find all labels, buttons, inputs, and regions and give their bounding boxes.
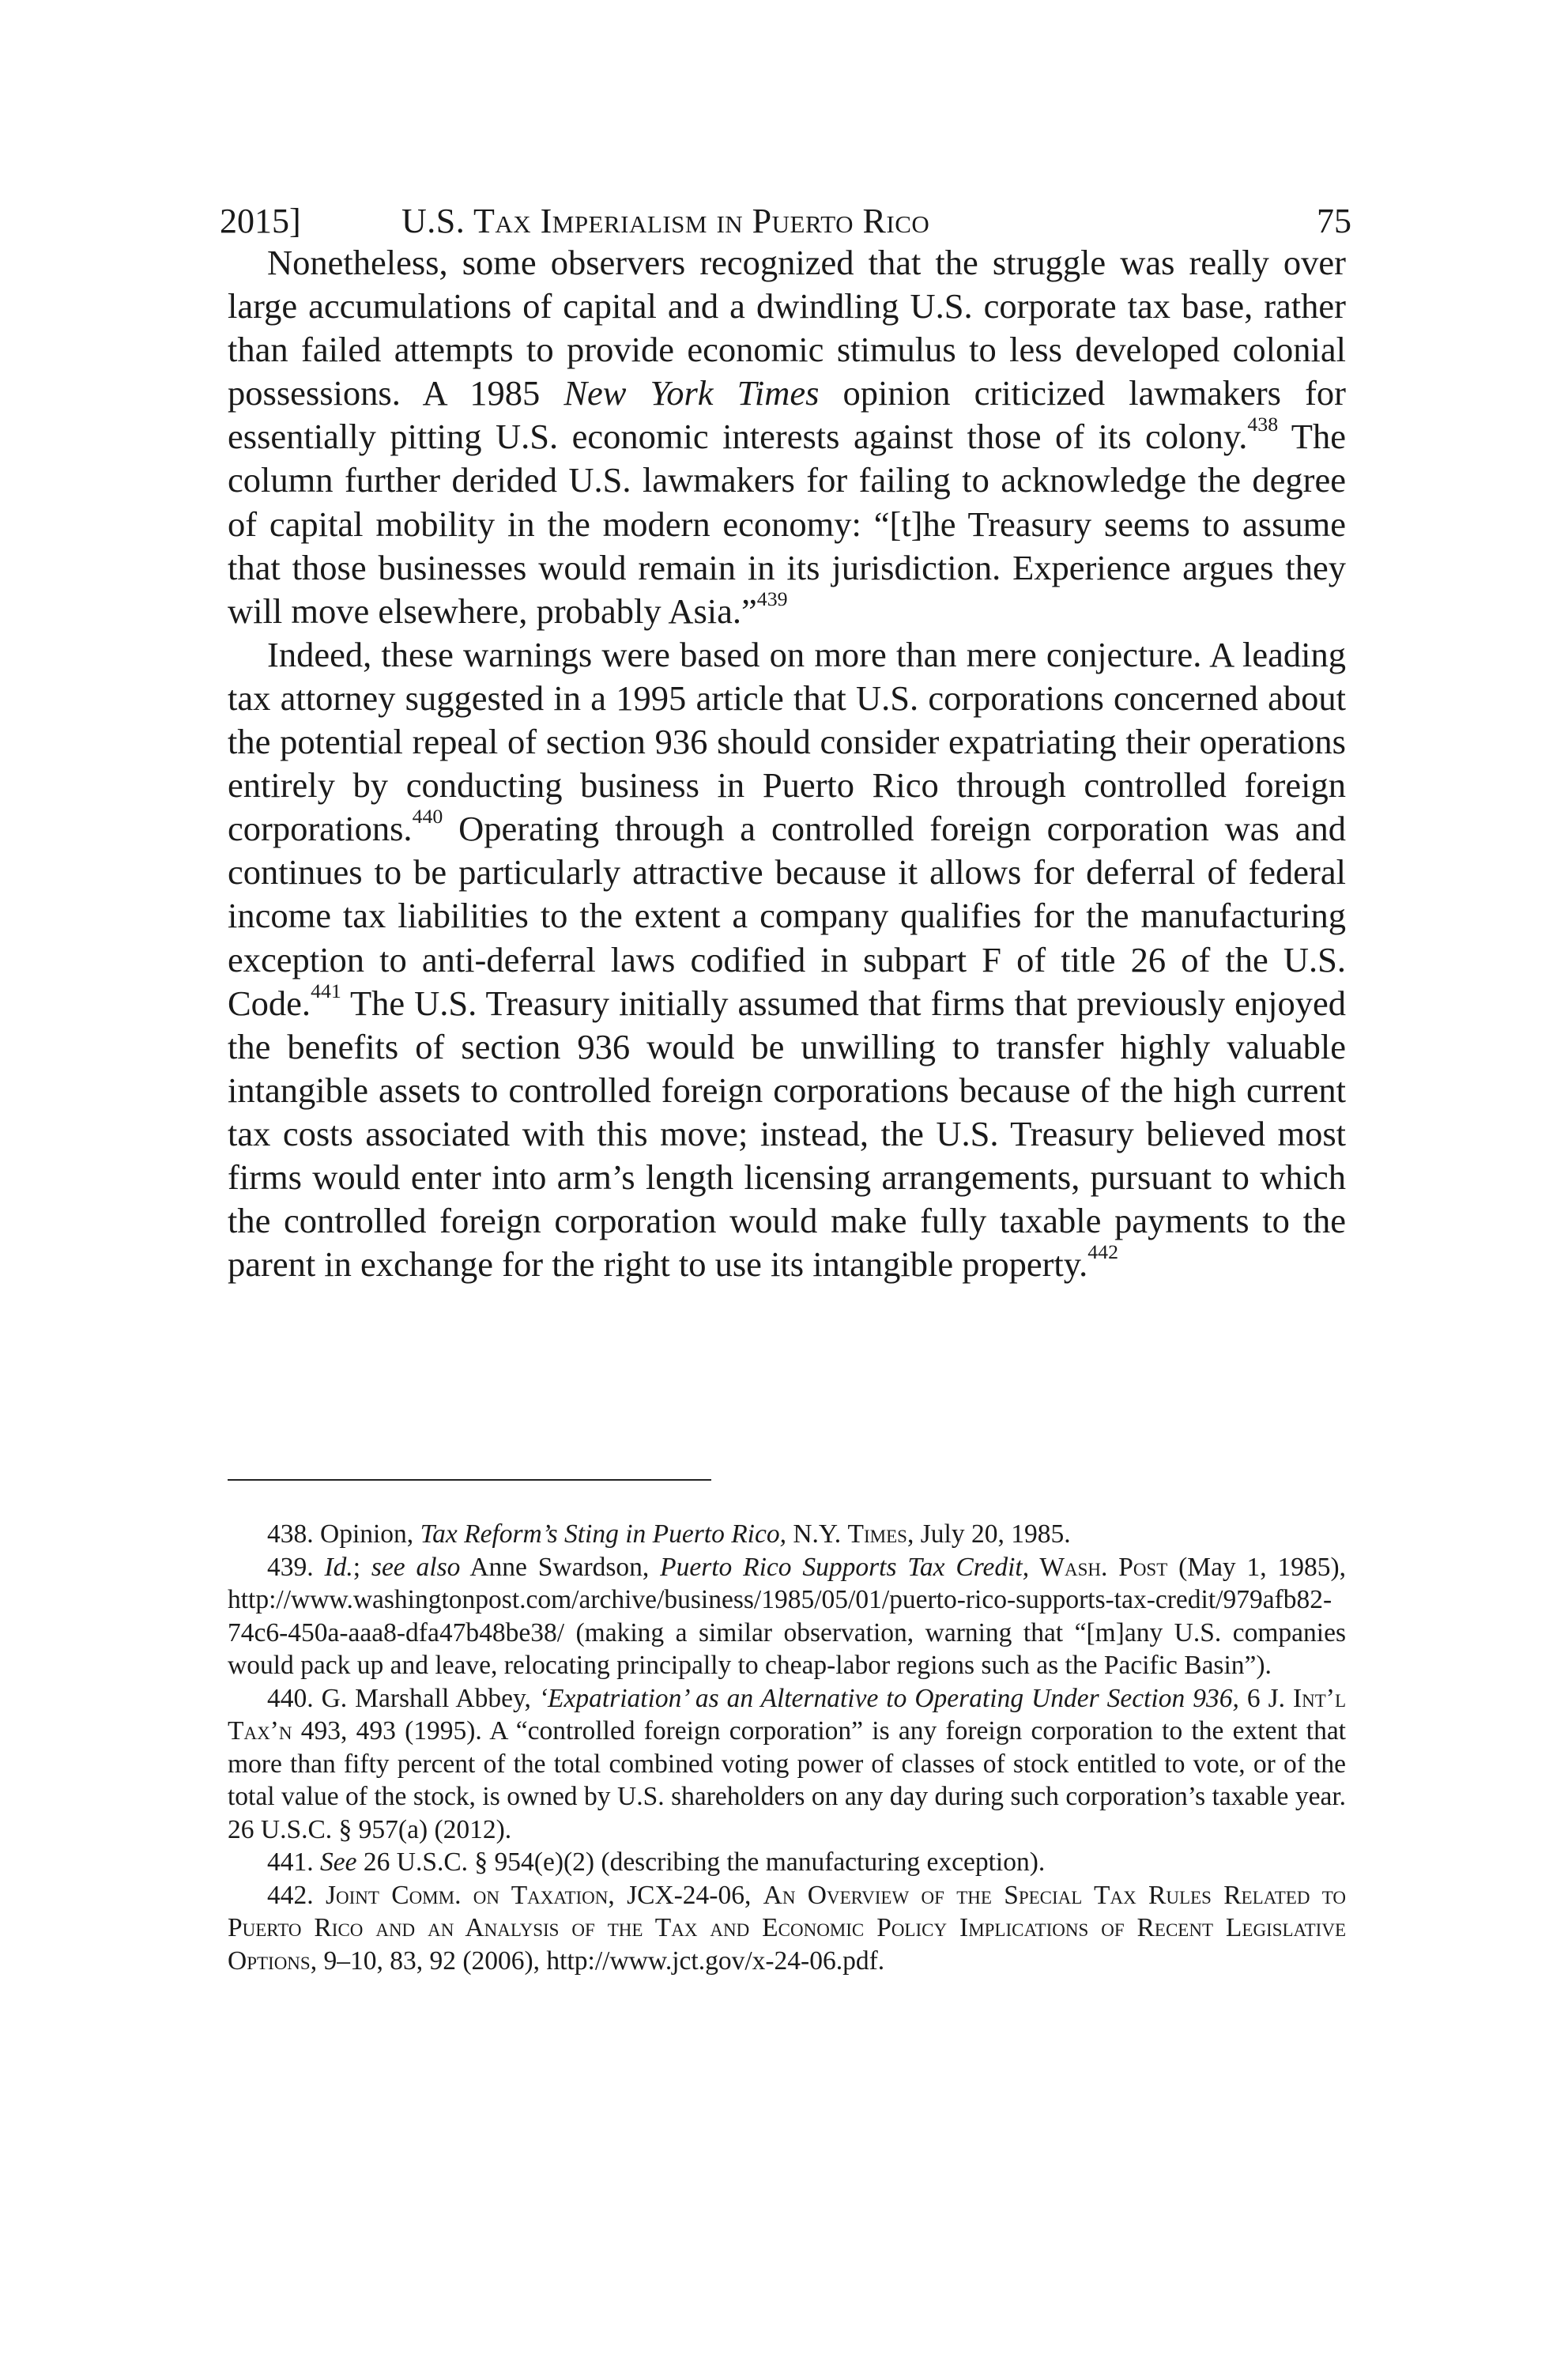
footnote-number: 440. <box>267 1683 314 1713</box>
footnote-441 <box>228 1846 1346 1879</box>
footnote-ref-438: 438 <box>1247 413 1279 436</box>
body-text-run: Indeed, these warnings were based on more than mere conjecture. A leading tax attorney suggested in a 1995 article that U.S. corporations concerned about the potential repeal of section 936 should consider expatriating their operations entirely by conducting business in Puerto Rico through controlled foreign corporations. <box>228 634 1346 849</box>
footnote-text: ; <box>352 1552 371 1582</box>
header-title: U.S. Tax Imperialism in Puerto Rico <box>401 202 930 240</box>
footnote-text: Anne Swardson, <box>460 1552 661 1582</box>
footnote-smallcaps: J. Int’l Tax’n <box>228 1683 1347 1746</box>
footnote-text: , July 20, 1985. <box>906 1519 1071 1549</box>
footnote-smallcaps: Wash. Post <box>1029 1552 1168 1582</box>
running-header <box>220 198 1351 245</box>
footnote-text: Opinion, <box>313 1519 420 1549</box>
footnote-439 <box>228 1551 1346 1682</box>
footnote-number: 439. <box>267 1552 314 1582</box>
footnote-ref-441: 441 <box>311 979 341 1002</box>
footnote-ref-439: 439 <box>756 587 788 610</box>
footnote-smallcaps: An Overview of the Special Tax Rules Related to Puerto Rico and an Analysis of the Tax and Economic Policy Implications of Recent Legislative Options <box>228 1880 1346 1976</box>
footnote-italic: ‘Expatriation’ as an Alternative to Operating Under Section 936, <box>538 1683 1239 1713</box>
footnote-text: N.Y. <box>786 1519 848 1549</box>
body-text-run: The column further derided U.S. lawmakers for failing to acknowledge the degree of capital mobility in the modern economy: “[t]he Treasury seems to assume that those businesses would remain in its jurisdiction. Experience argues they will move elsewhere, probably Asia.” <box>228 417 1346 631</box>
footnote-text: 493, 493 (1995). A “controlled foreign corporation” is any foreign corporation to the extent that more than fifty percent of the total combined voting power of classes of stock entitled to vote, or of the total value of the stock, is owned by U.S. shareholders on any day during such corporation’s taxable year. 26 U.S.C. § 957(a) (2012). <box>228 1716 1346 1844</box>
body-text-run: The U.S. Treasury initially assumed that firms that previously enjoyed the benefits of section 936 would be unwilling to transfer highly valuable intangible assets to controlled foreign corporations because of the high current tax costs associated with this move; instead, the U.S. Treasury believed most firms would enter into arm’s length licensing arrangements, pursuant to which the controlled foreign corporation would make fully taxable payments to the parent in exchange for the right to use its intangible property. <box>228 983 1346 1285</box>
body-text-run: Operating through a controlled foreign corporation was and continues to be particularly attractive because it allows for deferral of federal income tax liabilities to the extent a company qualifies for the manufacturing exception to anti-deferral laws codified in subpart F of title 26 of the U.S. Code. <box>228 809 1346 1023</box>
footnote-number: 441. <box>267 1847 314 1877</box>
body-paragraph-1 <box>228 241 1346 633</box>
page-number: 75 <box>1317 202 1351 240</box>
body-text-run: opinion criticized lawmakers for essentially pitting U.S. economic interests against those of its colony. <box>228 373 1346 457</box>
footnote-438 <box>228 1518 1346 1551</box>
footnote-440 <box>228 1682 1346 1847</box>
footnote-smallcaps: Joint Comm. on Taxation <box>313 1880 609 1910</box>
footnote-smallcaps: Times <box>847 1519 907 1549</box>
body-text-run: Nonetheless, some observers recognized that the struggle was really over large accumulations of capital and a dwindling U.S. corporate tax base, rather than failed attempts to provide economic stimulus to less developed colonial possessions. A 1985 <box>228 243 1346 413</box>
footnote-italic: see also <box>371 1552 461 1582</box>
footnote-italic: See <box>313 1847 357 1877</box>
footnotes <box>228 1518 1346 1977</box>
body-paragraph-2 <box>228 633 1346 1286</box>
footnote-number: 442. <box>267 1880 314 1910</box>
footnote-442 <box>228 1879 1346 1978</box>
footnote-italic: Puerto Rico Supports Tax Credit, <box>660 1552 1030 1582</box>
body-text <box>228 241 1346 1286</box>
footnote-number: 438. <box>267 1519 314 1549</box>
footnote-text: 26 U.S.C. § 954(e)(2) (describing the manufacturing exception). <box>356 1847 1046 1877</box>
footnote-italic: Id. <box>324 1552 353 1582</box>
footnote-italic: Tax Reform’s Sting in Puerto Rico, <box>420 1519 786 1549</box>
footnote-divider <box>228 1479 711 1481</box>
footnote-text: , JCX-24-06, <box>608 1880 763 1910</box>
body-italic-run: New York Times <box>564 373 820 413</box>
footnote-ref-440: 440 <box>412 805 443 828</box>
footnote-text: 6 <box>1238 1683 1268 1713</box>
header-year: 2015] <box>220 202 301 240</box>
footnote-text: (May 1, 1985), http://www.washingtonpost.com/archive/business/1985/05/01/puerto-rico-supports-tax-credit/979afb82-74c6-450a-aaa8-dfa47b48be38/ (making a similar observation, warning that “[m]any U.S. companies would pack up and leave, relocating principally to cheap-labor regions such as the Pacific Basin”). <box>228 1552 1347 1680</box>
footnote-text: , 9–10, 83, 92 (2006), http://www.jct.gov/x-24-06.pdf. <box>310 1946 885 1976</box>
footnote-ref-442: 442 <box>1087 1240 1118 1264</box>
footnote-text: G. Marshall Abbey, <box>313 1683 539 1713</box>
